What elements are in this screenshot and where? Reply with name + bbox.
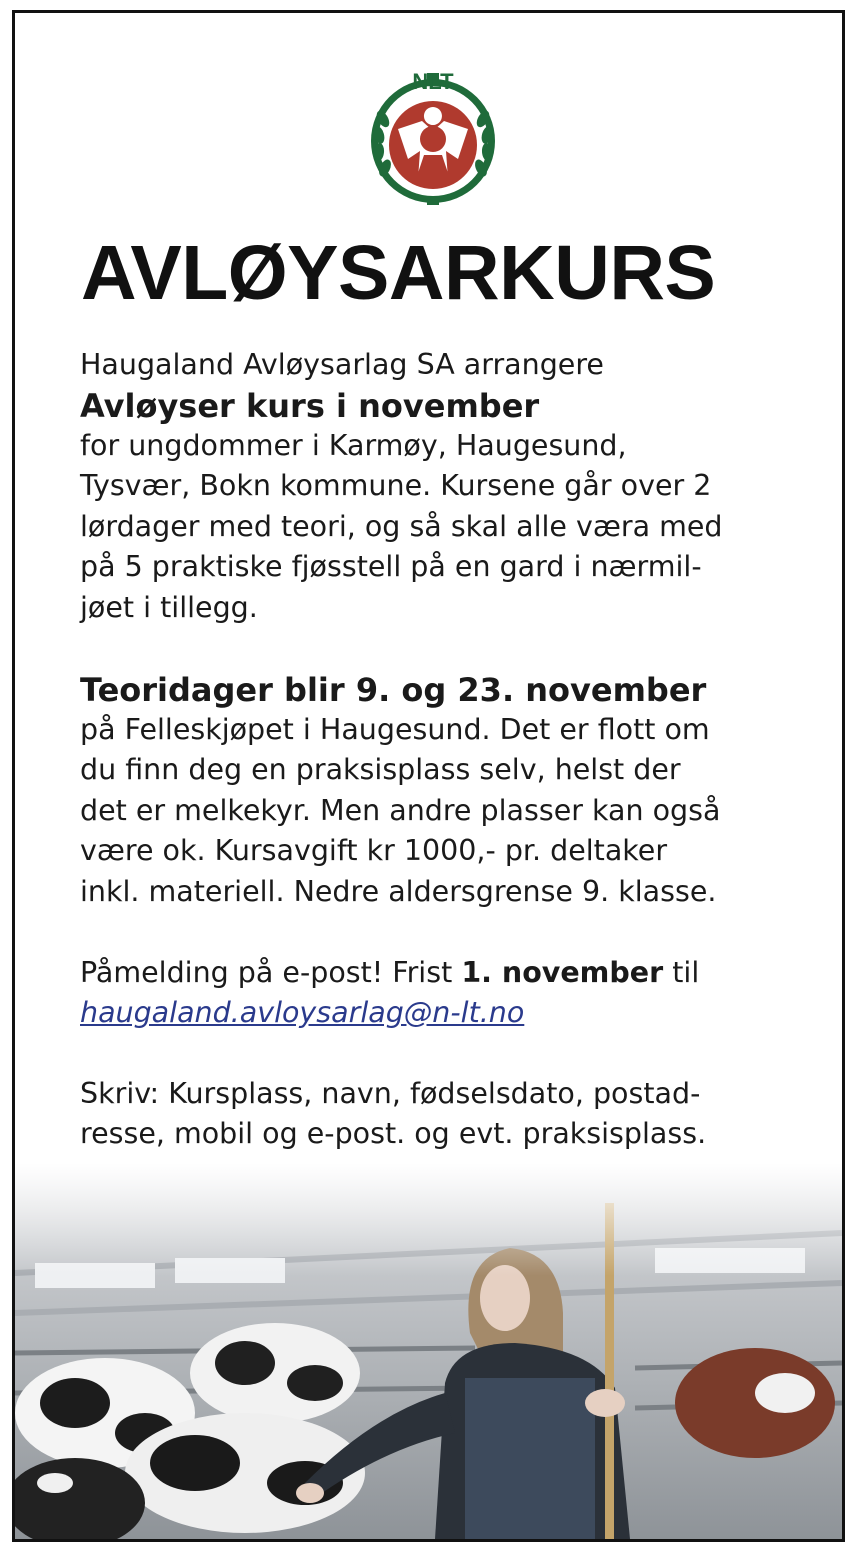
paragraph1-line: for ungdommer i Karmøy, Haugesund,: [80, 428, 627, 462]
subheading-theory-days: Teoridager blir 9. og 23. november: [80, 670, 707, 709]
paragraph1-line: lørdager med teori, og så skal alle væra med: [80, 509, 723, 543]
signup-prefix: Påmelding på e-post! Frist: [80, 955, 462, 989]
paragraph1-line: Tysvær, Bokn kommune. Kursene går over 2: [80, 469, 712, 503]
paragraph2-line: det er melkekyr. Men andre plasser kan også: [80, 793, 721, 827]
paragraph2-line: inkl. materiell. Nedre aldersgrense 9. klasse.: [80, 874, 717, 908]
signup-deadline: 1. november: [461, 955, 664, 989]
paragraph2-line: du finn deg en praksisplass selv, helst der: [80, 753, 681, 787]
subheading-course: Avløyser kurs i november: [80, 386, 540, 425]
headline: AVLØYSARKURS: [81, 230, 716, 316]
barn-photo: [15, 1163, 842, 1539]
paragraph1-line: jøet i tillegg.: [80, 590, 258, 624]
body-text: [80, 345, 820, 1155]
instructions-line: resse, mobil og e-post. og evt. praksisplass.: [80, 1117, 707, 1151]
paragraph2-line: være ok. Kursavgift kr 1000,- pr. deltaker: [80, 834, 668, 868]
paragraph1-line: på 5 praktiske fjøsstell på en gard i nærmil-: [80, 550, 702, 584]
instructions-line: Skriv: Kursplass, navn, fødselsdato, postad-: [80, 1076, 701, 1110]
nlt-logo-icon: [358, 59, 508, 209]
signup-suffix: til: [663, 955, 700, 989]
signup-line: [80, 953, 820, 994]
ad-frame: [12, 10, 845, 1542]
paragraph2-line: på Felleskjøpet i Haugesund. Det er flott om: [80, 712, 710, 746]
intro-line: Haugaland Avløysarlag SA arrangere: [80, 348, 604, 381]
email-link[interactable]: haugaland.avloysarlag@n-lt.no: [80, 996, 525, 1030]
logo-text: NLT: [412, 69, 454, 94]
